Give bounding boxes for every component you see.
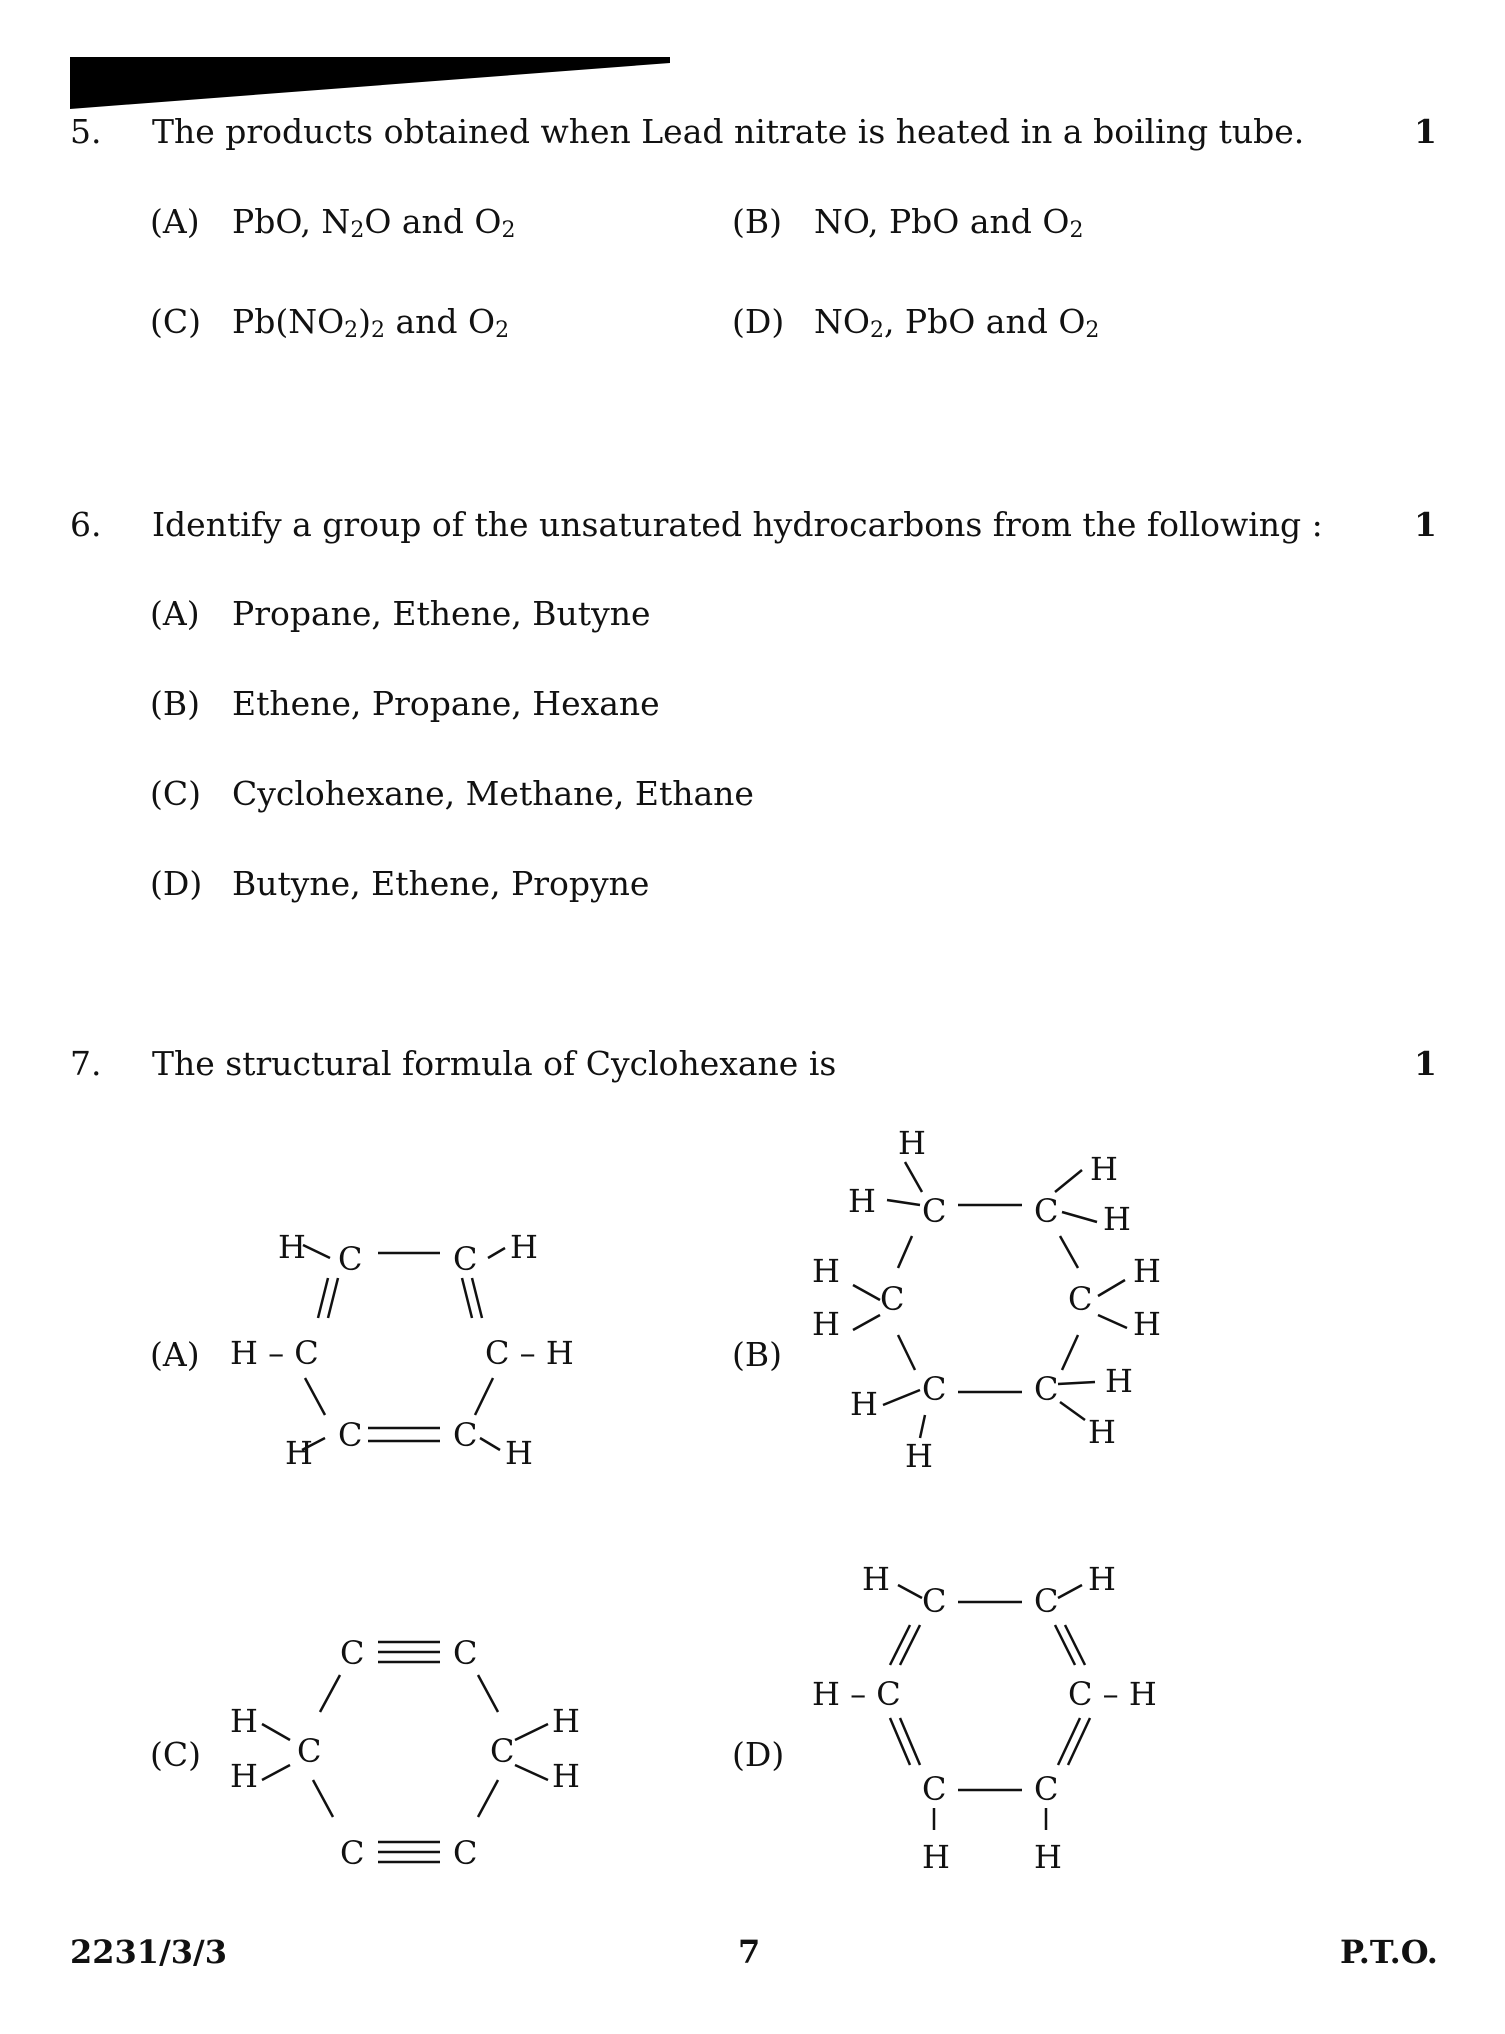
atom-c: C: [340, 1634, 365, 1672]
atom-c: C: [1034, 1582, 1059, 1620]
structure-b-labels: [812, 1124, 1161, 1475]
q7-option-a-label: (A): [150, 1335, 200, 1374]
atom-c: C: [922, 1370, 947, 1408]
atom-c: C: [338, 1240, 363, 1278]
atom-h: H: [905, 1437, 933, 1475]
atom-c: C: [340, 1834, 365, 1872]
q7-option-d-label: (D): [732, 1735, 785, 1774]
q6-option-a-text: Propane, Ethene, Butyne: [232, 594, 651, 633]
structure-a-labels: [230, 1228, 574, 1472]
atom-c: C: [338, 1416, 363, 1454]
atom-h-c: H – C: [230, 1334, 319, 1372]
atom-c: C: [1034, 1770, 1059, 1808]
atom-c: C: [922, 1192, 947, 1230]
q6-option-a-label: (A): [150, 594, 200, 633]
q5-option-a-label: (A): [150, 202, 200, 241]
atom-c: C: [490, 1732, 515, 1770]
atom-h: H: [230, 1702, 258, 1740]
atom-h: H: [812, 1252, 840, 1290]
atom-c: C: [922, 1582, 947, 1620]
atom-h: H: [278, 1228, 306, 1266]
atom-c-h: C – H: [485, 1334, 574, 1372]
question-7-number: 7.: [70, 1044, 102, 1083]
atom-h: H: [1088, 1413, 1116, 1451]
question-6-number: 6.: [70, 505, 102, 544]
q7-option-b-label: (B): [732, 1335, 782, 1374]
atom-c: C: [880, 1280, 905, 1318]
atom-h: H: [552, 1702, 580, 1740]
atom-h: H: [230, 1757, 258, 1795]
atom-c: C: [297, 1732, 322, 1770]
structure-c-labels: [230, 1634, 580, 1872]
atom-h: H: [1103, 1200, 1131, 1238]
q5-option-b-label: (B): [732, 202, 782, 241]
q6-option-c-label: (C): [150, 774, 201, 813]
q6-option-b-text: Ethene, Propane, Hexane: [232, 684, 660, 723]
atom-h: H: [898, 1124, 926, 1162]
atom-h: H: [505, 1434, 533, 1472]
atom-c-h: C – H: [1068, 1675, 1157, 1713]
atom-h: H: [922, 1838, 950, 1876]
question-5-marks: 1: [1414, 112, 1437, 151]
atom-h: H: [850, 1385, 878, 1423]
question-7-text: The structural formula of Cyclohexane is: [152, 1044, 837, 1083]
q5-option-a-text: PbO, $N_2O$ and $O_2$: [232, 202, 516, 243]
question-5-text: The products obtained when Lead nitrate is heated in a boiling tube.: [152, 112, 1305, 151]
atom-c: C: [1034, 1370, 1059, 1408]
question-7-marks: 1: [1414, 1044, 1437, 1083]
q5-option-d-label: (D): [732, 302, 785, 341]
q5-option-b-text: NO, PbO and $O_2$: [814, 202, 1084, 243]
q6-option-c-text: Cyclohexane, Methane, Ethane: [232, 774, 754, 813]
footer-page-number: 7: [738, 1933, 761, 1971]
atom-h: H: [285, 1434, 313, 1472]
atom-c: C: [453, 1240, 478, 1278]
footer-pto: P.T.O.: [1340, 1933, 1438, 1971]
atom-c: C: [922, 1770, 947, 1808]
q7-option-c-label: (C): [150, 1735, 201, 1774]
q5-option-c-text: $Pb(NO_2)_2$ and $O_2$: [232, 302, 510, 343]
atom-h: H: [1105, 1362, 1133, 1400]
atom-h: H: [1090, 1150, 1118, 1188]
structure-d-labels: [812, 1560, 1157, 1876]
atom-h: H: [1088, 1560, 1116, 1598]
q5-option-c-label: (C): [150, 302, 201, 341]
atom-h-c: H – C: [812, 1675, 901, 1713]
atom-h: H: [848, 1182, 876, 1220]
atom-c: C: [453, 1634, 478, 1672]
atom-h: H: [1133, 1252, 1161, 1290]
atom-h: H: [812, 1305, 840, 1343]
question-5-number: 5.: [70, 112, 102, 151]
atom-c: C: [1068, 1280, 1093, 1318]
footer-paper-code: 2231/3/3: [70, 1933, 227, 1971]
atom-c: C: [453, 1834, 478, 1872]
atom-c: C: [1034, 1192, 1059, 1230]
atom-h: H: [1034, 1838, 1062, 1876]
question-6-marks: 1: [1414, 505, 1437, 544]
structure-d: [890, 1585, 1090, 1830]
q6-option-d-label: (D): [150, 864, 203, 903]
atom-h: H: [1133, 1305, 1161, 1343]
atom-h: H: [510, 1228, 538, 1266]
atom-c: C: [453, 1416, 478, 1454]
question-6-text: Identify a group of the unsaturated hydrocarbons from the following :: [152, 505, 1323, 544]
q6-option-d-text: Butyne, Ethene, Propyne: [232, 864, 650, 903]
atom-h: H: [862, 1560, 890, 1598]
atom-h: H: [552, 1757, 580, 1795]
q5-option-d-text: $NO_2$, PbO and $O_2$: [814, 302, 1100, 343]
q6-option-b-label: (B): [150, 684, 200, 723]
